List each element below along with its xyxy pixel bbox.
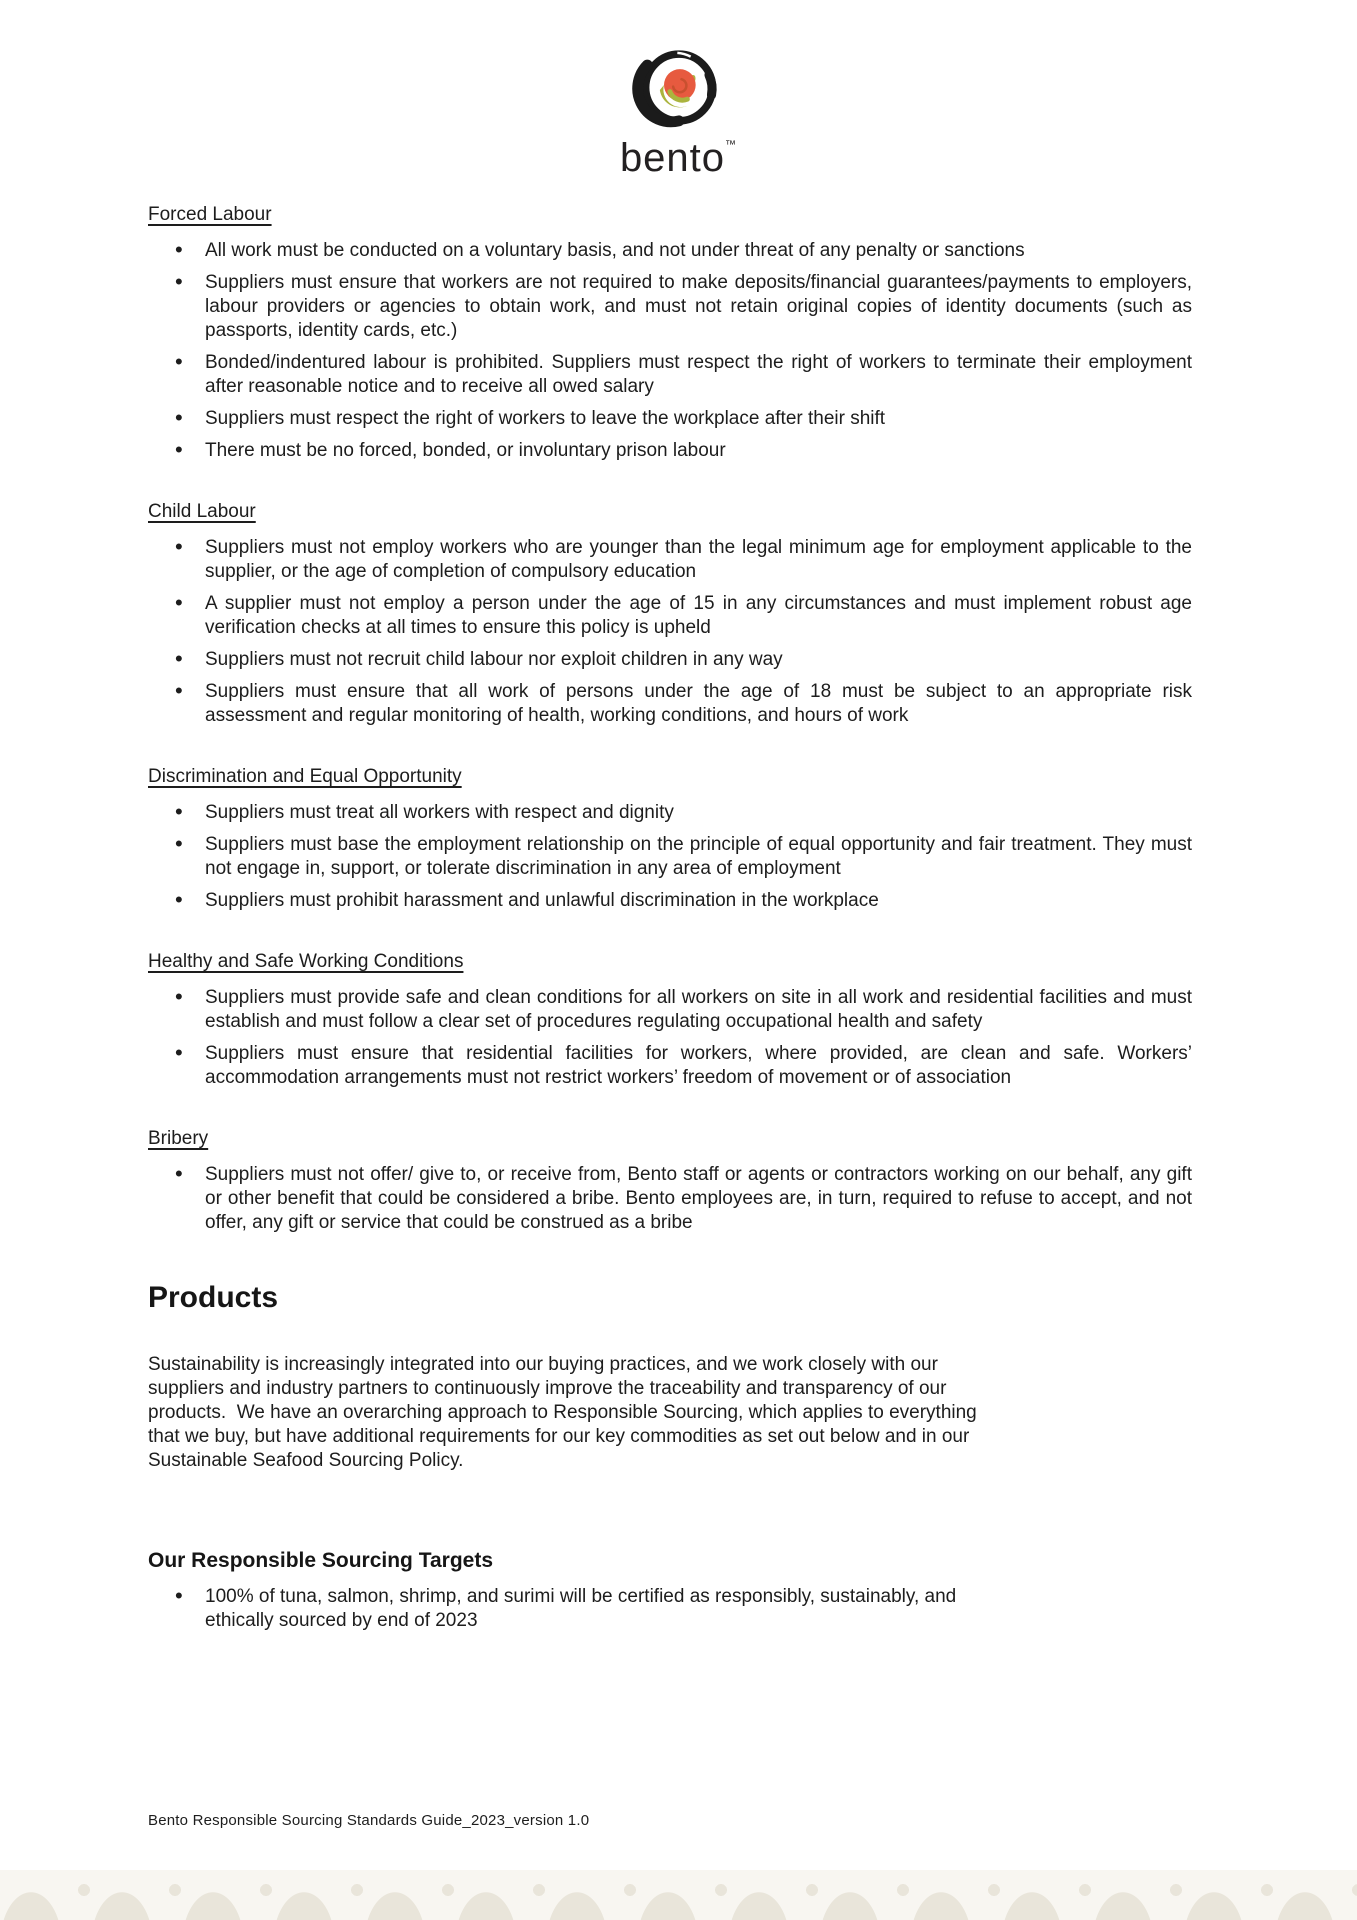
bullet-text: Suppliers must prohibit harassment and unlawful discrimination in the workplace: [205, 890, 879, 911]
list-item: [148, 592, 1192, 640]
list-item: [148, 536, 1192, 584]
bullet-text: A supplier must not employ a person under the age of 15 in any circumstances and must implement robust age verification checks at all times to ensure this policy is upheld: [205, 593, 1192, 638]
bullet-text: Suppliers must not offer/ give to, or receive from, Bento staff or agents or contractors working on our behalf, any gift or other benefit that could be considered a bribe. Bento employees are, in turn, required to refuse to accept, and not offer, any gift or service that could be construed as a bribe: [205, 1164, 1192, 1233]
list-item: [148, 1042, 1192, 1090]
bullet-text: Suppliers must ensure that residential facilities for workers, where provided, are clean and safe. Workers’ accommodation arrangements must not restrict workers’ freedom of movement or of association: [205, 1043, 1192, 1088]
bullet-list: [148, 986, 1192, 1090]
bullet-list: [148, 1163, 1192, 1235]
section-heading: Discrimination and Equal Opportunity: [148, 766, 462, 787]
list-item: [148, 833, 1192, 881]
responsible-sourcing-targets-heading: Our Responsible Sourcing Targets: [148, 1549, 494, 1572]
bento-logo-icon: [629, 40, 729, 140]
list-item: [148, 680, 1192, 728]
bullet-text: 100% of tuna, salmon, shrimp, and surimi will be certified as responsibly, sustainably, and ethically sourced by end of 2023: [205, 1586, 957, 1631]
section-heading: Child Labour: [148, 501, 256, 522]
bullet-text: Suppliers must respect the right of workers to leave the workplace after their shift: [205, 408, 886, 429]
bullet-text: Suppliers must not employ workers who are younger than the legal minimum age for employment applicable to the supplier, or the age of completion of compulsory education: [205, 537, 1192, 582]
decorative-scallop-border: [0, 1870, 1357, 1920]
bullet-text: Suppliers must treat all workers with respect and dignity: [205, 802, 674, 823]
document-body: [0, 178, 1357, 1633]
bullet-list: [148, 239, 1192, 463]
targets-bullet-list: [148, 1585, 1192, 1633]
bullet-list: [148, 801, 1192, 913]
section-heading: Forced Labour: [148, 204, 272, 225]
section-heading: Healthy and Safe Working Conditions: [148, 951, 464, 972]
bullet-list: [148, 536, 1192, 728]
bullet-text: There must be no forced, bonded, or involuntary prison labour: [205, 440, 726, 461]
list-item: [148, 986, 1192, 1034]
list-item: [148, 1163, 1192, 1235]
section-heading: Bribery: [148, 1128, 209, 1149]
list-item: [148, 239, 1192, 263]
section-discrimination: [148, 766, 1192, 913]
bullet-text: Suppliers must ensure that all work of persons under the age of 18 must be subject to an appropriate risk assessment and regular monitoring of health, working conditions, and hours of work: [205, 681, 1192, 726]
list-item: [148, 351, 1192, 399]
list-item: [148, 801, 1192, 825]
bullet-text: Suppliers must not recruit child labour nor exploit children in any way: [205, 649, 783, 670]
list-item: [148, 1585, 998, 1633]
section-health-safety: [148, 951, 1192, 1090]
list-item: [148, 407, 1192, 431]
brand-name: bento: [619, 136, 726, 180]
logo-block: [0, 0, 1357, 178]
bullet-text: Suppliers must ensure that workers are not required to make deposits/financial guarantees/payments to employers, labour providers or agencies to obtain work, and must not retain original copies of identity documents (such as passports, identity cards, etc.): [205, 272, 1192, 341]
products-intro-paragraph: Sustainability is increasingly integrated into our buying practices, and we work closely with our suppliers and industry partners to continuously improve the traceability and transparency of our products. We have an overarching approach to Responsible Sourcing, which applies to everything that we buy, but have additional requirements for our key commodities as set out below and in our Sustainable Seafood Sourcing Policy.: [148, 1354, 977, 1471]
logo-wordmark: [620, 138, 737, 178]
list-item: [148, 889, 1192, 913]
list-item: [148, 271, 1192, 343]
list-item: [148, 439, 1192, 463]
products-title: Products: [148, 1281, 279, 1314]
bullet-text: All work must be conducted on a voluntary basis, and not under threat of any penalty or sanctions: [205, 240, 1025, 261]
section-child-labour: [148, 501, 1192, 728]
section-bribery: [148, 1128, 1192, 1235]
section-forced-labour: [148, 204, 1192, 463]
bullet-text: Suppliers must provide safe and clean conditions for all workers on site in all work and residential facilities and must establish and must follow a clear set of procedures regulating occupational health and safety: [205, 987, 1192, 1032]
bullet-text: Suppliers must base the employment relationship on the principle of equal opportunity and fair treatment. They must not engage in, support, or tolerate discrimination in any area of employment: [205, 834, 1192, 879]
bullet-text: Bonded/indentured labour is prohibited. Suppliers must respect the right of workers to terminate their employment after reasonable notice and to receive all owed salary: [205, 352, 1192, 397]
list-item: [148, 648, 1192, 672]
trademark-symbol: ™: [725, 139, 738, 151]
document-footer-text: Bento Responsible Sourcing Standards Guide_2023_version 1.0: [148, 1812, 590, 1829]
